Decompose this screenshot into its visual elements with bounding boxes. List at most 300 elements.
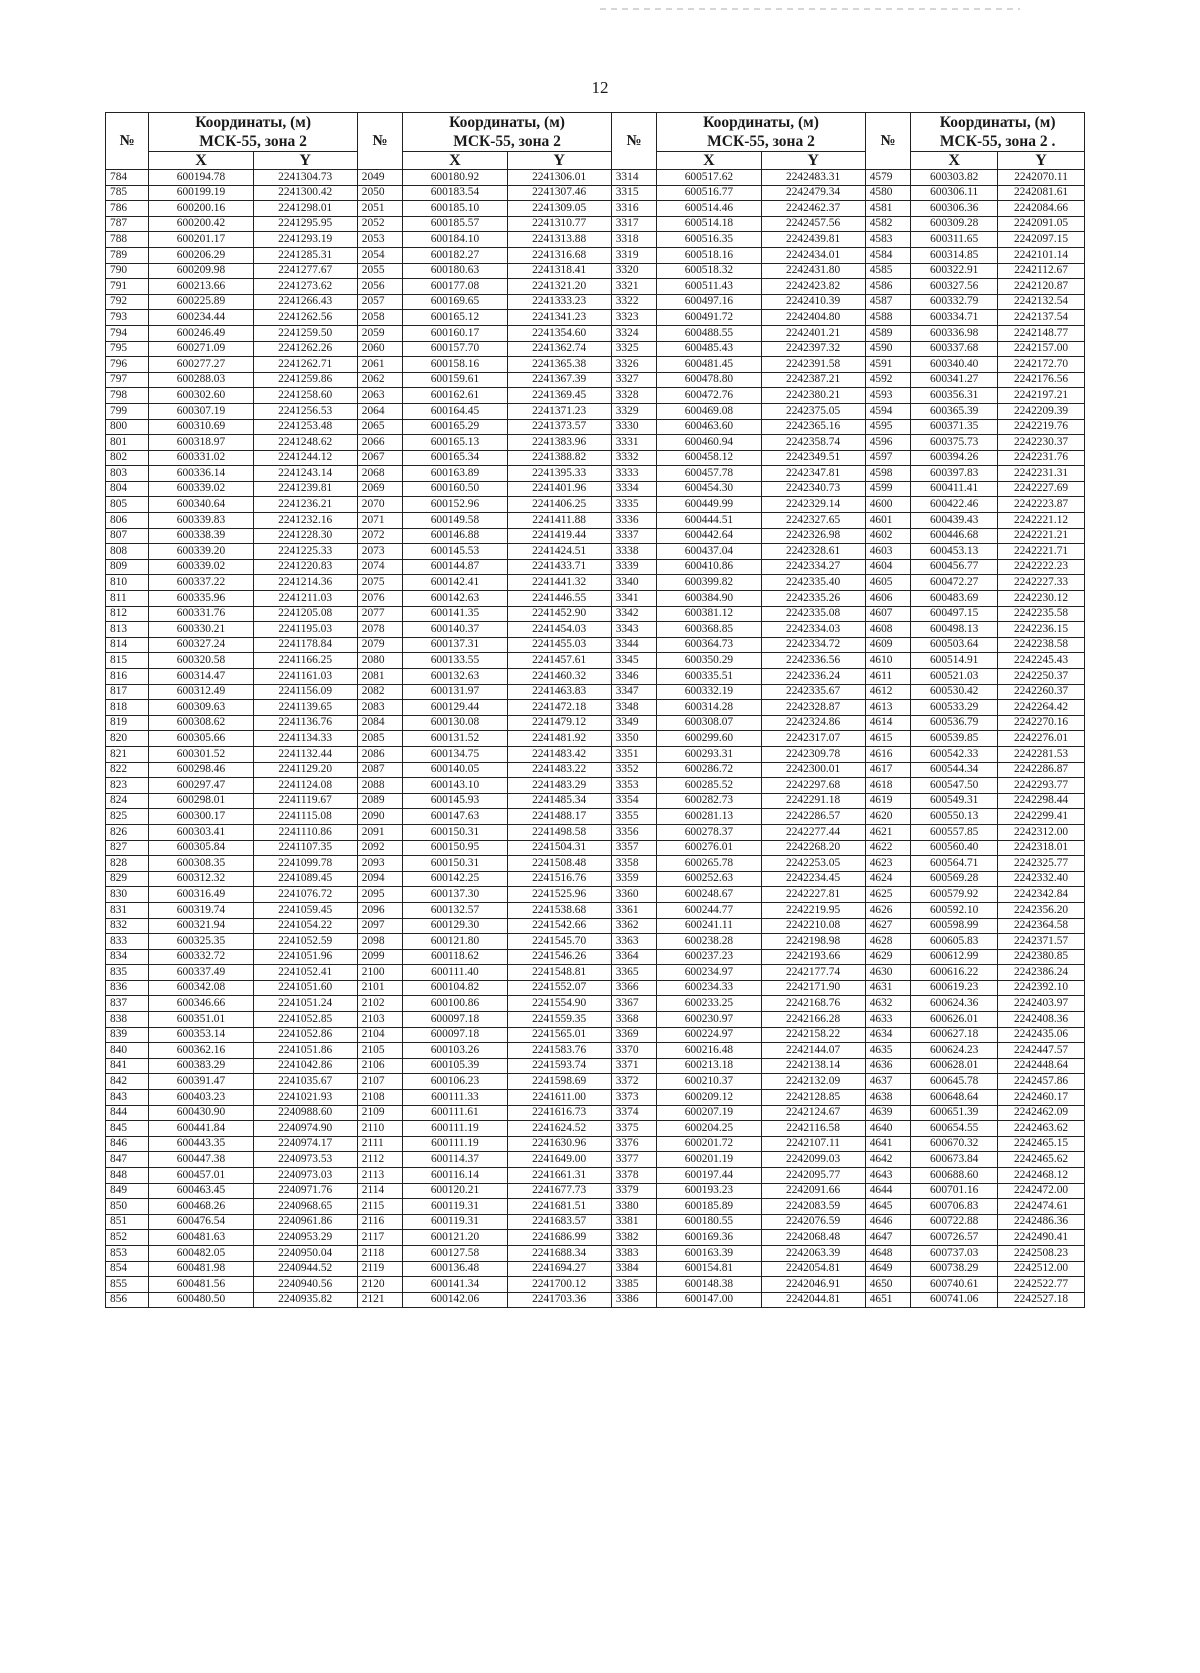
table-row — [106, 606, 1085, 622]
table-row — [106, 637, 1085, 653]
y-coordinate: 2242522.77 — [998, 1277, 1085, 1293]
point-number: 3332 — [611, 450, 657, 466]
y-coordinate: 2242486.36 — [998, 1214, 1085, 1230]
point-number: 3356 — [611, 824, 657, 840]
x-coordinate: 600340.40 — [911, 357, 998, 373]
x-coordinate: 600146.88 — [403, 528, 507, 544]
coords-title: Координаты, (м) — [657, 113, 865, 134]
y-coordinate: 2241369.45 — [507, 388, 611, 404]
x-coordinate: 600619.23 — [911, 980, 998, 996]
point-number: 3317 — [611, 216, 657, 232]
x-coordinate: 600309.28 — [911, 216, 998, 232]
point-number: 4610 — [865, 653, 911, 669]
y-coordinate: 2242209.39 — [998, 403, 1085, 419]
x-coordinate: 600331.02 — [149, 450, 253, 466]
system-label: МСК-55, зона 2 — [657, 133, 865, 152]
point-number: 2078 — [357, 622, 403, 638]
x-coordinate: 600120.21 — [403, 1183, 507, 1199]
x-coordinate: 600276.01 — [657, 840, 761, 856]
table-row — [106, 170, 1085, 186]
table-header — [106, 113, 1085, 170]
point-number: 3358 — [611, 856, 657, 872]
point-number: 2105 — [357, 1043, 403, 1059]
y-coordinate: 2242231.31 — [998, 466, 1085, 482]
point-number: 3362 — [611, 918, 657, 934]
y-coordinate: 2242465.62 — [998, 1152, 1085, 1168]
y-coordinate: 2242404.80 — [761, 310, 865, 326]
y-coordinate: 2242157.00 — [998, 341, 1085, 357]
point-number: 805 — [106, 497, 149, 513]
x-coordinate: 600706.83 — [911, 1199, 998, 1215]
x-coordinate: 600145.93 — [403, 793, 507, 809]
x-coordinate: 600308.62 — [149, 715, 253, 731]
y-coordinate: 2241099.78 — [253, 856, 357, 872]
x-coordinate: 600598.99 — [911, 918, 998, 934]
point-number: 2089 — [357, 793, 403, 809]
x-coordinate: 600225.89 — [149, 294, 253, 310]
point-number: 2121 — [357, 1292, 403, 1308]
scan-artifact — [600, 8, 1020, 10]
point-number: 809 — [106, 559, 149, 575]
x-coordinate: 600624.23 — [911, 1043, 998, 1059]
x-coordinate: 600097.18 — [403, 1012, 507, 1028]
x-coordinate: 600410.86 — [657, 559, 761, 575]
point-number: 2103 — [357, 1012, 403, 1028]
point-number: 4647 — [865, 1230, 911, 1246]
table-row — [106, 840, 1085, 856]
y-coordinate: 2242474.61 — [998, 1199, 1085, 1215]
point-number: 2087 — [357, 762, 403, 778]
y-coordinate: 2241472.18 — [507, 700, 611, 716]
x-coordinate: 600207.19 — [657, 1105, 761, 1121]
table-row — [106, 341, 1085, 357]
x-coordinate: 600132.63 — [403, 669, 507, 685]
point-number: 2097 — [357, 918, 403, 934]
point-number: 3337 — [611, 528, 657, 544]
x-coordinate: 600628.01 — [911, 1058, 998, 1074]
point-number: 2070 — [357, 497, 403, 513]
x-coordinate: 600129.44 — [403, 700, 507, 716]
y-coordinate: 2241051.24 — [253, 996, 357, 1012]
x-coordinate: 600472.76 — [657, 388, 761, 404]
table-row — [106, 1277, 1085, 1293]
y-coordinate: 2242371.57 — [998, 934, 1085, 950]
x-coordinate: 600547.50 — [911, 778, 998, 794]
point-number: 2116 — [357, 1214, 403, 1230]
table-row — [106, 263, 1085, 279]
point-number: 4609 — [865, 637, 911, 653]
x-coordinate: 600403.23 — [149, 1090, 253, 1106]
x-coordinate: 600533.29 — [911, 700, 998, 716]
y-coordinate: 2242068.48 — [761, 1230, 865, 1246]
x-coordinate: 600517.62 — [657, 170, 761, 186]
table-row — [106, 591, 1085, 607]
point-number: 4637 — [865, 1074, 911, 1090]
x-coordinate: 600670.32 — [911, 1136, 998, 1152]
x-coordinate: 600210.37 — [657, 1074, 761, 1090]
x-coordinate: 600163.39 — [657, 1245, 761, 1261]
table-row — [106, 372, 1085, 388]
point-number: 837 — [106, 996, 149, 1012]
x-coordinate: 600480.50 — [149, 1292, 253, 1308]
y-coordinate: 2241333.23 — [507, 294, 611, 310]
x-coordinate: 600327.24 — [149, 637, 253, 653]
y-coordinate: 2241134.33 — [253, 731, 357, 747]
y-coordinate: 2241460.32 — [507, 669, 611, 685]
y-coordinate: 2241300.42 — [253, 185, 357, 201]
y-coordinate: 2241611.00 — [507, 1090, 611, 1106]
point-number: 2107 — [357, 1074, 403, 1090]
x-coordinate: 600616.22 — [911, 965, 998, 981]
x-coordinate: 600111.40 — [403, 965, 507, 981]
x-coordinate: 600136.48 — [403, 1261, 507, 1277]
point-number: 3379 — [611, 1183, 657, 1199]
y-coordinate: 2242527.18 — [998, 1292, 1085, 1308]
point-number: 4623 — [865, 856, 911, 872]
point-number: 4642 — [865, 1152, 911, 1168]
x-coordinate: 600119.31 — [403, 1214, 507, 1230]
y-coordinate: 2241546.26 — [507, 949, 611, 965]
point-number: 4618 — [865, 778, 911, 794]
y-coordinate: 2241452.90 — [507, 606, 611, 622]
y-coordinate: 2242457.56 — [761, 216, 865, 232]
point-number: 2118 — [357, 1245, 403, 1261]
y-coordinate: 2241059.45 — [253, 902, 357, 918]
point-number: 4579 — [865, 170, 911, 186]
x-coordinate: 600285.52 — [657, 778, 761, 794]
point-number: 4586 — [865, 279, 911, 295]
y-coordinate: 2241548.81 — [507, 965, 611, 981]
point-number: 785 — [106, 185, 149, 201]
point-number: 787 — [106, 216, 149, 232]
x-coordinate: 600331.76 — [149, 606, 253, 622]
y-coordinate: 2241593.74 — [507, 1058, 611, 1074]
x-coordinate: 600097.18 — [403, 1027, 507, 1043]
x-coordinate: 600303.41 — [149, 824, 253, 840]
x-coordinate: 600234.44 — [149, 310, 253, 326]
y-coordinate: 2242401.21 — [761, 325, 865, 341]
y-coordinate: 2241244.12 — [253, 450, 357, 466]
point-number: 792 — [106, 294, 149, 310]
y-coordinate: 2242335.67 — [761, 684, 865, 700]
point-number: 2110 — [357, 1121, 403, 1137]
x-coordinate: 600278.37 — [657, 824, 761, 840]
x-coordinate: 600544.34 — [911, 762, 998, 778]
table-row — [106, 325, 1085, 341]
x-coordinate: 600194.78 — [149, 170, 253, 186]
y-coordinate: 2241052.85 — [253, 1012, 357, 1028]
point-number: 4644 — [865, 1183, 911, 1199]
x-coordinate: 600497.15 — [911, 606, 998, 622]
x-coordinate: 600199.19 — [149, 185, 253, 201]
point-number: 3341 — [611, 591, 657, 607]
table-row — [106, 1292, 1085, 1308]
y-coordinate: 2242137.54 — [998, 310, 1085, 326]
y-coordinate: 2241341.23 — [507, 310, 611, 326]
point-number: 834 — [106, 949, 149, 965]
point-number: 2091 — [357, 824, 403, 840]
y-coordinate: 2242128.85 — [761, 1090, 865, 1106]
x-coordinate: 600165.34 — [403, 450, 507, 466]
x-coordinate: 600150.95 — [403, 840, 507, 856]
x-coordinate: 600651.39 — [911, 1105, 998, 1121]
point-number: 3336 — [611, 513, 657, 529]
point-number: 3375 — [611, 1121, 657, 1137]
point-number: 2114 — [357, 1183, 403, 1199]
point-number: 4604 — [865, 559, 911, 575]
table-row — [106, 965, 1085, 981]
point-number: 3345 — [611, 653, 657, 669]
point-number: 3324 — [611, 325, 657, 341]
x-coordinate: 600351.01 — [149, 1012, 253, 1028]
point-number: 3367 — [611, 996, 657, 1012]
point-number: 4624 — [865, 871, 911, 887]
x-coordinate: 600482.05 — [149, 1245, 253, 1261]
y-coordinate: 2241559.35 — [507, 1012, 611, 1028]
x-coordinate: 600114.37 — [403, 1152, 507, 1168]
y-coordinate: 2241259.50 — [253, 325, 357, 341]
table-row — [106, 809, 1085, 825]
table-row — [106, 466, 1085, 482]
x-coordinate: 600111.61 — [403, 1105, 507, 1121]
y-coordinate: 2241504.31 — [507, 840, 611, 856]
y-coordinate: 2241295.95 — [253, 216, 357, 232]
y-coordinate: 2241419.44 — [507, 528, 611, 544]
y-coordinate: 2241054.22 — [253, 918, 357, 934]
table-row — [106, 481, 1085, 497]
y-coordinate: 2241538.68 — [507, 902, 611, 918]
y-coordinate: 2241232.16 — [253, 513, 357, 529]
y-coordinate: 2242172.70 — [998, 357, 1085, 373]
y-coordinate: 2241298.01 — [253, 201, 357, 217]
table-row — [106, 1199, 1085, 1215]
point-number: 843 — [106, 1090, 149, 1106]
x-coordinate: 600141.34 — [403, 1277, 507, 1293]
y-coordinate: 2241313.88 — [507, 232, 611, 248]
point-number: 4591 — [865, 357, 911, 373]
x-coordinate: 600169.65 — [403, 294, 507, 310]
point-number: 3366 — [611, 980, 657, 996]
point-number: 4650 — [865, 1277, 911, 1293]
y-coordinate: 2241239.81 — [253, 481, 357, 497]
x-coordinate: 600316.49 — [149, 887, 253, 903]
table-row — [106, 1168, 1085, 1184]
point-number: 3368 — [611, 1012, 657, 1028]
y-coordinate: 2241545.70 — [507, 934, 611, 950]
point-number: 784 — [106, 170, 149, 186]
point-number: 816 — [106, 669, 149, 685]
point-number: 2069 — [357, 481, 403, 497]
y-coordinate: 2241441.32 — [507, 575, 611, 591]
y-coordinate: 2241248.62 — [253, 435, 357, 451]
table-row — [106, 497, 1085, 513]
x-coordinate: 600337.68 — [911, 341, 998, 357]
y-coordinate: 2242435.06 — [998, 1027, 1085, 1043]
table-row — [106, 1121, 1085, 1137]
x-coordinate: 600298.01 — [149, 793, 253, 809]
x-coordinate: 600472.27 — [911, 575, 998, 591]
point-number: 2093 — [357, 856, 403, 872]
point-number: 786 — [106, 201, 149, 217]
y-coordinate: 2242462.09 — [998, 1105, 1085, 1121]
table-row — [106, 1214, 1085, 1230]
y-coordinate: 2241371.23 — [507, 403, 611, 419]
y-coordinate: 2240974.90 — [253, 1121, 357, 1137]
x-coordinate: 600150.31 — [403, 824, 507, 840]
y-coordinate: 2242166.28 — [761, 1012, 865, 1028]
y-coordinate: 2242325.77 — [998, 856, 1085, 872]
table-row — [106, 1136, 1085, 1152]
point-number: 3320 — [611, 263, 657, 279]
x-coordinate: 600337.49 — [149, 965, 253, 981]
x-coordinate: 600340.64 — [149, 497, 253, 513]
y-coordinate: 2242410.39 — [761, 294, 865, 310]
point-number: 828 — [106, 856, 149, 872]
y-coordinate: 2242168.76 — [761, 996, 865, 1012]
y-coordinate: 2242334.27 — [761, 559, 865, 575]
point-number: 3329 — [611, 403, 657, 419]
table-row — [106, 1152, 1085, 1168]
y-coordinate: 2242380.85 — [998, 949, 1085, 965]
y-coordinate: 2241076.72 — [253, 887, 357, 903]
point-number: 840 — [106, 1043, 149, 1059]
point-number: 2101 — [357, 980, 403, 996]
x-coordinate: 600491.72 — [657, 310, 761, 326]
point-number: 3334 — [611, 481, 657, 497]
x-coordinate: 600444.51 — [657, 513, 761, 529]
point-number: 4628 — [865, 934, 911, 950]
x-coordinate: 600160.50 — [403, 481, 507, 497]
point-number: 855 — [106, 1277, 149, 1293]
y-coordinate: 2242340.73 — [761, 481, 865, 497]
point-number: 3360 — [611, 887, 657, 903]
x-coordinate: 600200.42 — [149, 216, 253, 232]
y-coordinate: 2241129.20 — [253, 762, 357, 778]
x-coordinate: 600341.27 — [911, 372, 998, 388]
point-number: 4603 — [865, 544, 911, 560]
point-number: 4627 — [865, 918, 911, 934]
y-coordinate: 2241483.22 — [507, 762, 611, 778]
point-number: 2064 — [357, 403, 403, 419]
point-number: 4599 — [865, 481, 911, 497]
y-coordinate: 2241195.03 — [253, 622, 357, 638]
point-number: 4583 — [865, 232, 911, 248]
point-number: 4601 — [865, 513, 911, 529]
point-number: 4630 — [865, 965, 911, 981]
y-coordinate: 2241110.86 — [253, 824, 357, 840]
x-coordinate: 600688.60 — [911, 1168, 998, 1184]
point-number: 825 — [106, 809, 149, 825]
y-coordinate: 2241051.86 — [253, 1043, 357, 1059]
y-coordinate: 2241214.36 — [253, 575, 357, 591]
x-coordinate: 600371.35 — [911, 419, 998, 435]
y-coordinate: 2242312.00 — [998, 824, 1085, 840]
point-number: 2083 — [357, 700, 403, 716]
y-coordinate: 2242391.58 — [761, 357, 865, 373]
y-coordinate: 2242144.07 — [761, 1043, 865, 1059]
table-row — [106, 1043, 1085, 1059]
point-number: 2054 — [357, 247, 403, 263]
x-coordinate: 600457.01 — [149, 1168, 253, 1184]
table-row — [106, 279, 1085, 295]
x-coordinate: 600460.94 — [657, 435, 761, 451]
y-coordinate: 2242328.61 — [761, 544, 865, 560]
point-number: 2052 — [357, 216, 403, 232]
y-coordinate: 2241485.34 — [507, 793, 611, 809]
x-coordinate: 600157.70 — [403, 341, 507, 357]
y-coordinate: 2242463.62 — [998, 1121, 1085, 1137]
y-coordinate: 2242238.58 — [998, 637, 1085, 653]
point-number: 2049 — [357, 170, 403, 186]
point-number: 2115 — [357, 1199, 403, 1215]
x-coordinate: 600183.54 — [403, 185, 507, 201]
table-row — [106, 216, 1085, 232]
system-label: МСК-55, зона 2 . — [911, 133, 1085, 152]
x-coordinate: 600244.77 — [657, 902, 761, 918]
y-coordinate: 2241262.26 — [253, 341, 357, 357]
coordinates-table — [105, 112, 1085, 1308]
table-row — [106, 1090, 1085, 1106]
x-coordinate: 600481.63 — [149, 1230, 253, 1246]
point-number: 4643 — [865, 1168, 911, 1184]
y-coordinate: 2242236.15 — [998, 622, 1085, 638]
y-coordinate: 2241383.96 — [507, 435, 611, 451]
x-coordinate: 600154.81 — [657, 1261, 761, 1277]
x-coordinate: 600422.46 — [911, 497, 998, 513]
y-coordinate: 2242116.58 — [761, 1121, 865, 1137]
point-number: 3354 — [611, 793, 657, 809]
x-coordinate: 600310.69 — [149, 419, 253, 435]
x-coordinate: 600481.98 — [149, 1261, 253, 1277]
y-coordinate: 2241166.25 — [253, 653, 357, 669]
x-coordinate: 600177.08 — [403, 279, 507, 295]
y-coordinate: 2241395.33 — [507, 466, 611, 482]
y-coordinate: 2241258.60 — [253, 388, 357, 404]
point-number: 2120 — [357, 1277, 403, 1293]
x-coordinate: 600180.63 — [403, 263, 507, 279]
x-coordinate: 600549.31 — [911, 793, 998, 809]
y-coordinate: 2241616.73 — [507, 1105, 611, 1121]
y-coordinate: 2241688.34 — [507, 1245, 611, 1261]
x-coordinate: 600134.75 — [403, 746, 507, 762]
y-coordinate: 2242193.66 — [761, 949, 865, 965]
y-coordinate: 2241256.53 — [253, 403, 357, 419]
y-coordinate: 2240950.04 — [253, 1245, 357, 1261]
table-row — [106, 1027, 1085, 1043]
x-coordinate: 600144.87 — [403, 559, 507, 575]
y-coordinate: 2242326.98 — [761, 528, 865, 544]
y-coordinate: 2242227.33 — [998, 575, 1085, 591]
y-coordinate: 2241042.86 — [253, 1058, 357, 1074]
point-number: 833 — [106, 934, 149, 950]
table-row — [106, 435, 1085, 451]
point-number: 4621 — [865, 824, 911, 840]
y-coordinate: 2242293.77 — [998, 778, 1085, 794]
table-row — [106, 1183, 1085, 1199]
x-coordinate: 600309.63 — [149, 700, 253, 716]
x-coordinate: 600185.57 — [403, 216, 507, 232]
y-coordinate: 2241554.90 — [507, 996, 611, 1012]
point-number: 2090 — [357, 809, 403, 825]
y-coordinate: 2241211.03 — [253, 591, 357, 607]
point-number: 3314 — [611, 170, 657, 186]
y-coordinate: 2242297.68 — [761, 778, 865, 794]
point-number: 3374 — [611, 1105, 657, 1121]
x-coordinate: 600213.18 — [657, 1058, 761, 1074]
x-coordinate: 600142.41 — [403, 575, 507, 591]
x-coordinate: 600336.14 — [149, 466, 253, 482]
x-coordinate: 600327.56 — [911, 279, 998, 295]
